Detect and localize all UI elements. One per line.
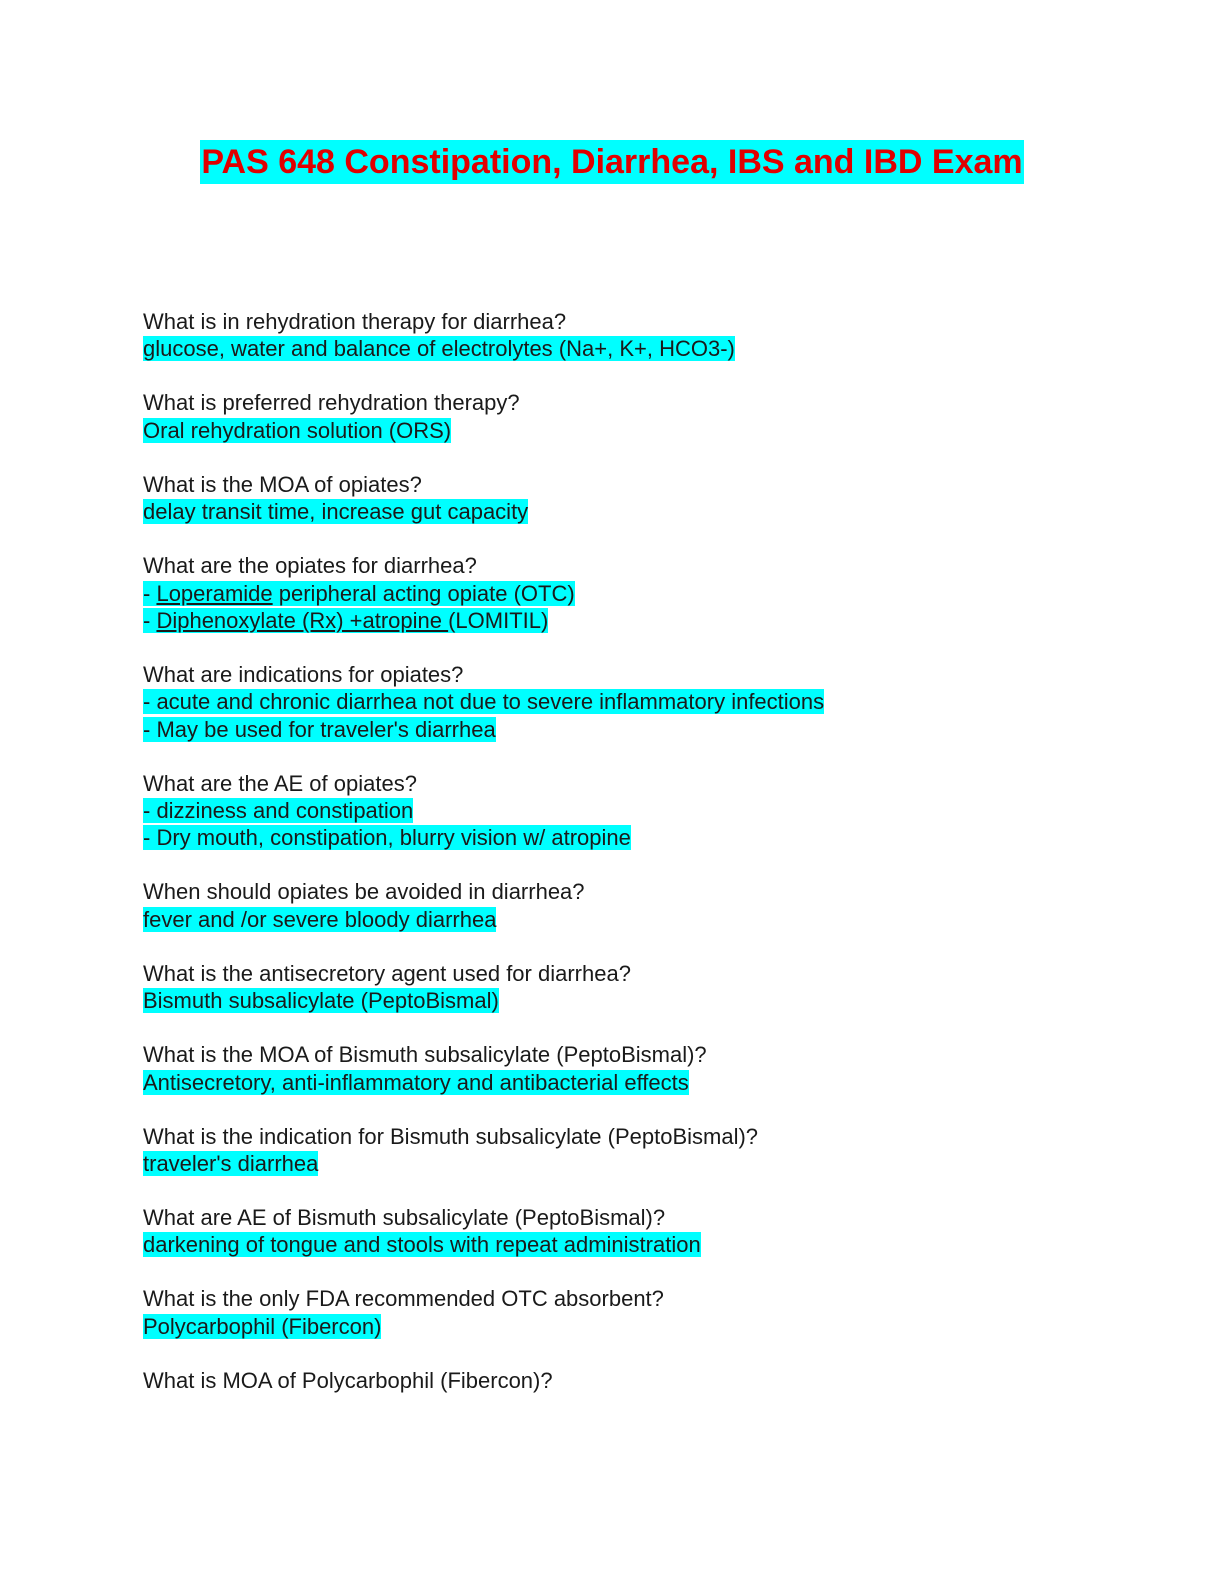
question-text: What are AE of Bismuth subsalicylate (PeptoBismal)? <box>143 1204 666 1230</box>
answer-highlight <box>143 1151 318 1176</box>
answer-highlight <box>143 499 528 524</box>
answer-text: (LOMITIL) <box>448 607 549 633</box>
question-text: What is MOA of Polycarbophil (Fibercon)? <box>143 1367 553 1393</box>
answer-text: fever and /or severe bloody diarrhea <box>143 906 497 932</box>
question-text: What are indications for opiates? <box>143 661 464 687</box>
answer-highlight <box>143 689 824 714</box>
answer-underlined-term: Loperamide <box>156 580 273 606</box>
qa-item <box>143 1041 1143 1096</box>
answer-line <box>143 498 1143 525</box>
answer-text: - acute and chronic diarrhea not due to severe inflammatory infections <box>143 689 825 715</box>
question-text: What is the only FDA recommended OTC absorbent? <box>143 1286 664 1312</box>
answer-text: Oral rehydration solution (ORS) <box>143 417 452 443</box>
question-text: When should opiates be avoided in diarrhea? <box>143 879 585 905</box>
answer-line <box>143 1069 1143 1096</box>
qa-item <box>143 389 1143 444</box>
question-text: What are the opiates for diarrhea? <box>143 553 477 579</box>
answer-line <box>143 607 1143 634</box>
qa-item <box>143 1285 1143 1340</box>
answer-highlight <box>143 798 413 823</box>
question-text: What is the MOA of opiates? <box>143 471 422 497</box>
answer-highlight <box>143 1314 381 1339</box>
answer-text: - <box>143 607 157 633</box>
answer-highlight <box>143 1232 701 1257</box>
question-text: What is the antisecretory agent used for diarrhea? <box>143 960 631 986</box>
answer-text: Polycarbophil (Fibercon) <box>143 1313 382 1339</box>
answer-highlight <box>143 608 548 633</box>
answer-highlight <box>143 581 575 606</box>
answer-line <box>143 1231 1143 1258</box>
answer-highlight <box>143 988 499 1013</box>
qa-item <box>143 1123 1143 1178</box>
qa-item <box>143 308 1143 363</box>
answer-line <box>143 688 1143 715</box>
answer-line <box>143 797 1143 824</box>
qa-item <box>143 878 1143 933</box>
answer-line <box>143 1150 1143 1177</box>
answer-line <box>143 1313 1143 1340</box>
answer-text: Bismuth subsalicylate (PeptoBismal) <box>143 988 499 1014</box>
question-text: What is in rehydration therapy for diarrhea? <box>143 309 567 334</box>
question-text: What is the MOA of Bismuth subsalicylate (PeptoBismal)? <box>143 1042 707 1068</box>
qa-list <box>143 308 1143 1421</box>
answer-highlight <box>143 1070 689 1095</box>
question-text: What are the AE of opiates? <box>143 770 417 796</box>
answer-text: Antisecretory, anti-inflammatory and antibacterial effects <box>143 1069 689 1095</box>
answer-line <box>143 824 1143 851</box>
qa-item <box>143 471 1143 526</box>
answer-text: delay transit time, increase gut capacity <box>143 499 529 525</box>
qa-item <box>143 552 1143 634</box>
answer-highlight <box>143 418 451 443</box>
answer-highlight <box>143 907 496 932</box>
question-text: What is the indication for Bismuth subsalicylate (PeptoBismal)? <box>143 1123 759 1149</box>
answer-text: glucose, water and balance of electrolytes (Na+, K+, HCO3-) <box>143 336 735 362</box>
answer-text: darkening of tongue and stools with repeat administration <box>143 1232 701 1258</box>
answer-line <box>143 417 1143 444</box>
answer-line <box>143 987 1143 1014</box>
qa-item <box>143 960 1143 1015</box>
answer-text: peripheral acting opiate (OTC) <box>272 580 575 606</box>
answer-line <box>143 335 1143 362</box>
qa-item <box>143 1204 1143 1259</box>
answer-line <box>143 580 1143 607</box>
qa-item <box>143 661 1143 743</box>
qa-item <box>143 1367 1143 1394</box>
answer-text: - dizziness and constipation <box>143 798 414 824</box>
answer-highlight <box>143 825 631 850</box>
qa-item <box>143 770 1143 852</box>
answer-highlight <box>143 336 735 361</box>
answer-highlight <box>143 717 496 742</box>
answer-underlined-term: Diphenoxylate (Rx) +atropine <box>156 607 449 633</box>
answer-line <box>143 716 1143 743</box>
answer-line <box>143 906 1143 933</box>
question-text: What is preferred rehydration therapy? <box>143 390 520 416</box>
title-block <box>0 140 1224 184</box>
answer-text: - Dry mouth, constipation, blurry vision w/ atropine <box>143 825 631 851</box>
answer-text: - May be used for traveler's diarrhea <box>143 716 496 742</box>
answer-text: - <box>143 580 157 606</box>
answer-text: traveler's diarrhea <box>143 1150 319 1176</box>
document-title: PAS 648 Constipation, Diarrhea, IBS and IBD Exam <box>200 140 1023 184</box>
